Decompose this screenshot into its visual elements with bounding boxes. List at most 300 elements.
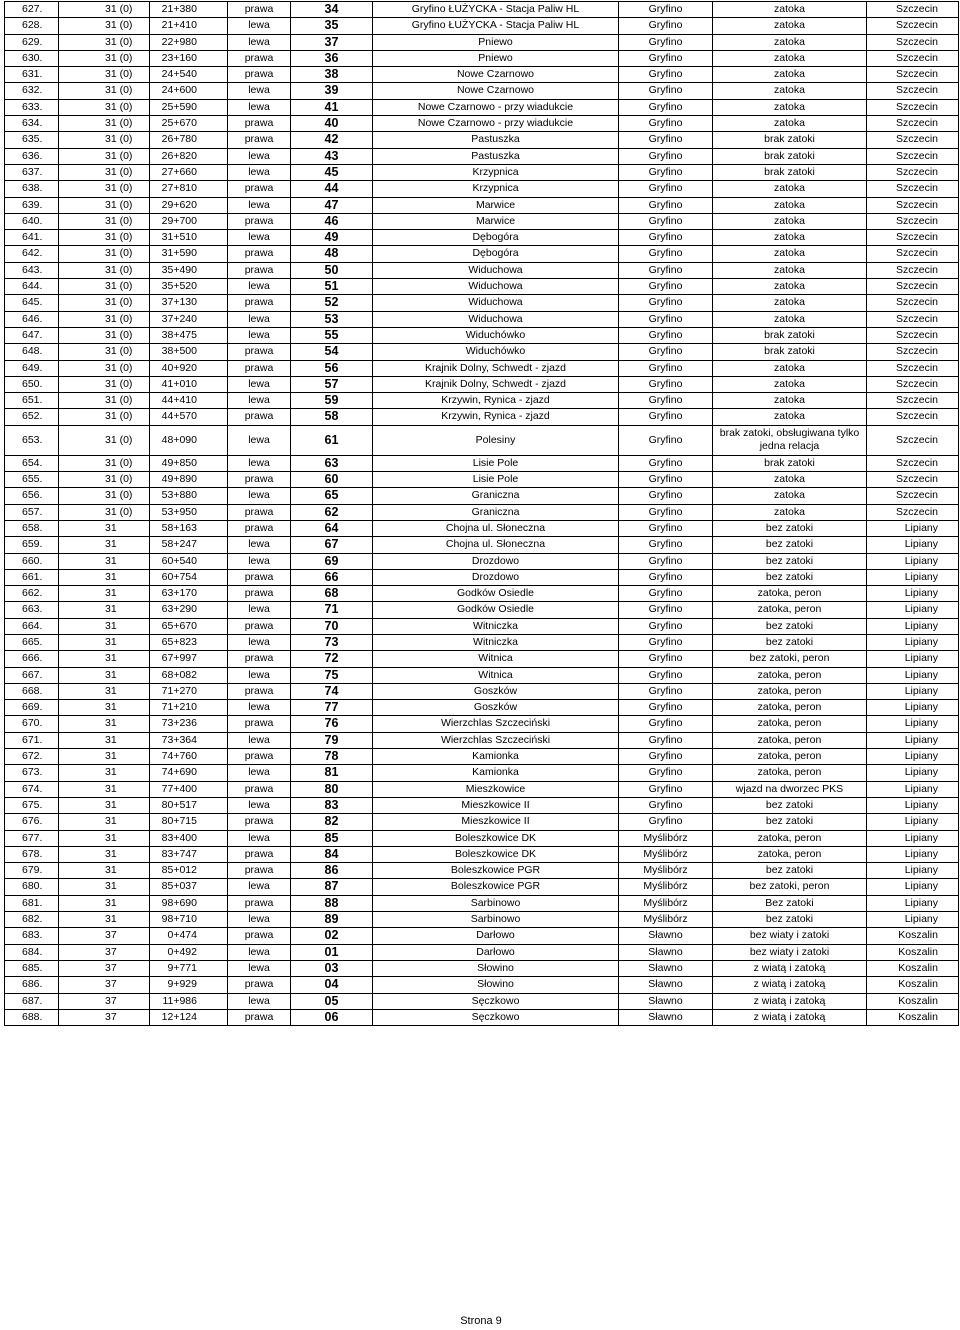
region-cell: Lipiany <box>867 830 959 846</box>
table-row <box>5 912 959 928</box>
commune-cell: Gryfino <box>619 781 713 797</box>
road-number-cell: 31 (0) <box>59 148 150 164</box>
stop-type-cell: zatoka <box>713 18 867 34</box>
row-number-cell: 635. <box>5 132 59 148</box>
table-row <box>5 197 959 213</box>
stop-type-cell: z wiatą i zatoką <box>713 960 867 976</box>
stop-number-cell: 79 <box>291 732 373 748</box>
row-number-cell: 654. <box>5 455 59 471</box>
table-row <box>5 700 959 716</box>
row-number-cell: 678. <box>5 846 59 862</box>
stop-type-cell: bez zatoki, peron <box>713 879 867 895</box>
stop-type-cell: zatoka, peron <box>713 846 867 862</box>
table-row <box>5 683 959 699</box>
bus-stop-table <box>4 1 959 1026</box>
stop-type-cell: brak zatoki <box>713 327 867 343</box>
road-side-cell: prawa <box>228 409 291 425</box>
commune-cell: Gryfino <box>619 148 713 164</box>
stop-name-cell: Pastuszka <box>373 148 619 164</box>
region-cell: Lipiany <box>867 895 959 911</box>
road-number-cell: 31 (0) <box>59 181 150 197</box>
road-number-cell: 31 (0) <box>59 279 150 295</box>
row-number-cell: 665. <box>5 634 59 650</box>
stop-name-cell: Goszków <box>373 700 619 716</box>
stop-number-cell: 64 <box>291 520 373 536</box>
stop-number-cell: 41 <box>291 99 373 115</box>
stop-type-cell: zatoka <box>713 409 867 425</box>
region-cell: Szczecin <box>867 148 959 164</box>
row-number-cell: 656. <box>5 488 59 504</box>
stop-type-cell: wjazd na dworzec PKS <box>713 781 867 797</box>
road-km-cell: 24+600 <box>150 83 228 99</box>
stop-type-cell: brak zatoki <box>713 164 867 180</box>
region-cell: Szczecin <box>867 83 959 99</box>
commune-cell: Gryfino <box>619 376 713 392</box>
stop-name-cell: Witniczka <box>373 634 619 650</box>
table-row <box>5 50 959 66</box>
stop-name-cell: Gryfino ŁUŻYCKA - Stacja Paliw HL <box>373 18 619 34</box>
road-side-cell: lewa <box>228 376 291 392</box>
commune-cell: Gryfino <box>619 732 713 748</box>
road-number-cell: 31 <box>59 814 150 830</box>
table-row <box>5 409 959 425</box>
stop-name-cell: Gryfino ŁUŻYCKA - Stacja Paliw HL <box>373 2 619 18</box>
commune-cell: Gryfino <box>619 797 713 813</box>
row-number-cell: 657. <box>5 504 59 520</box>
region-cell: Lipiany <box>867 667 959 683</box>
commune-cell: Myślibórz <box>619 895 713 911</box>
row-number-cell: 652. <box>5 409 59 425</box>
road-number-cell: 37 <box>59 960 150 976</box>
road-number-cell: 31 <box>59 912 150 928</box>
stop-type-cell: brak zatoki, obsługiwana tylko jedna relacja <box>713 425 867 455</box>
stop-number-cell: 72 <box>291 651 373 667</box>
road-side-cell: lewa <box>228 197 291 213</box>
stop-name-cell: Widuchówko <box>373 327 619 343</box>
road-side-cell: lewa <box>228 537 291 553</box>
region-cell: Szczecin <box>867 197 959 213</box>
stop-type-cell: zatoka <box>713 311 867 327</box>
row-number-cell: 627. <box>5 2 59 18</box>
road-km-cell: 21+380 <box>150 2 228 18</box>
stop-type-cell: brak zatoki <box>713 132 867 148</box>
region-cell: Koszalin <box>867 993 959 1009</box>
region-cell: Szczecin <box>867 262 959 278</box>
stop-number-cell: 69 <box>291 553 373 569</box>
region-cell: Koszalin <box>867 944 959 960</box>
road-km-cell: 25+670 <box>150 116 228 132</box>
region-cell: Szczecin <box>867 34 959 50</box>
table-row <box>5 455 959 471</box>
table-row <box>5 749 959 765</box>
table-row <box>5 425 959 455</box>
stop-name-cell: Pniewo <box>373 34 619 50</box>
road-side-cell: prawa <box>228 651 291 667</box>
region-cell: Lipiany <box>867 700 959 716</box>
road-side-cell: lewa <box>228 732 291 748</box>
stop-type-cell: zatoka <box>713 34 867 50</box>
road-km-cell: 35+490 <box>150 262 228 278</box>
row-number-cell: 631. <box>5 67 59 83</box>
region-cell: Lipiany <box>867 879 959 895</box>
road-side-cell: prawa <box>228 569 291 585</box>
commune-cell: Gryfino <box>619 716 713 732</box>
commune-cell: Gryfino <box>619 537 713 553</box>
table-row <box>5 376 959 392</box>
stop-number-cell: 37 <box>291 34 373 50</box>
table-row <box>5 83 959 99</box>
stop-type-cell: zatoka <box>713 246 867 262</box>
stop-type-cell: bez zatoki <box>713 569 867 585</box>
stop-type-cell: brak zatoki <box>713 455 867 471</box>
region-cell: Lipiany <box>867 537 959 553</box>
road-km-cell: 83+400 <box>150 830 228 846</box>
stop-type-cell: bez zatoki <box>713 618 867 634</box>
row-number-cell: 671. <box>5 732 59 748</box>
road-side-cell: lewa <box>228 311 291 327</box>
row-number-cell: 649. <box>5 360 59 376</box>
stop-number-cell: 51 <box>291 279 373 295</box>
stop-name-cell: Widuchowa <box>373 311 619 327</box>
stop-name-cell: Krzywin, Rynica - zjazd <box>373 409 619 425</box>
stop-name-cell: Słowino <box>373 960 619 976</box>
region-cell: Szczecin <box>867 18 959 34</box>
stop-name-cell: Widuchowa <box>373 262 619 278</box>
stop-number-cell: 87 <box>291 879 373 895</box>
road-side-cell: prawa <box>228 116 291 132</box>
stop-type-cell: z wiatą i zatoką <box>713 1009 867 1025</box>
stop-name-cell: Graniczna <box>373 504 619 520</box>
road-number-cell: 31 <box>59 863 150 879</box>
bus-stop-table-container <box>4 1 958 1026</box>
commune-cell: Myślibórz <box>619 879 713 895</box>
region-cell: Szczecin <box>867 327 959 343</box>
road-km-cell: 12+124 <box>150 1009 228 1025</box>
commune-cell: Gryfino <box>619 409 713 425</box>
commune-cell: Sławno <box>619 960 713 976</box>
road-side-cell: prawa <box>228 50 291 66</box>
table-row <box>5 488 959 504</box>
road-km-cell: 58+247 <box>150 537 228 553</box>
stop-name-cell: Dębogóra <box>373 246 619 262</box>
road-km-cell: 65+670 <box>150 618 228 634</box>
stop-type-cell: zatoka <box>713 279 867 295</box>
stop-number-cell: 62 <box>291 504 373 520</box>
table-row <box>5 634 959 650</box>
stop-number-cell: 43 <box>291 148 373 164</box>
commune-cell: Gryfino <box>619 164 713 180</box>
stop-type-cell: zatoka, peron <box>713 716 867 732</box>
stop-number-cell: 34 <box>291 2 373 18</box>
commune-cell: Gryfino <box>619 327 713 343</box>
commune-cell: Gryfino <box>619 213 713 229</box>
stop-name-cell: Witnica <box>373 667 619 683</box>
stop-number-cell: 73 <box>291 634 373 650</box>
stop-name-cell: Mieszkowice II <box>373 814 619 830</box>
stop-name-cell: Widuchowa <box>373 295 619 311</box>
road-side-cell: lewa <box>228 602 291 618</box>
commune-cell: Gryfino <box>619 2 713 18</box>
region-cell: Lipiany <box>867 602 959 618</box>
stop-name-cell: Wierzchlas Szczeciński <box>373 732 619 748</box>
stop-name-cell: Nowe Czarnowo - przy wiadukcie <box>373 99 619 115</box>
table-row <box>5 279 959 295</box>
table-row <box>5 67 959 83</box>
road-km-cell: 9+929 <box>150 977 228 993</box>
road-number-cell: 31 <box>59 797 150 813</box>
row-number-cell: 632. <box>5 83 59 99</box>
region-cell: Szczecin <box>867 230 959 246</box>
region-cell: Koszalin <box>867 1009 959 1025</box>
stop-type-cell: zatoka <box>713 230 867 246</box>
stop-type-cell: zatoka, peron <box>713 700 867 716</box>
road-number-cell: 31 <box>59 830 150 846</box>
road-number-cell: 31 (0) <box>59 50 150 66</box>
stop-type-cell: zatoka, peron <box>713 830 867 846</box>
road-km-cell: 49+850 <box>150 455 228 471</box>
region-cell: Szczecin <box>867 164 959 180</box>
region-cell: Szczecin <box>867 409 959 425</box>
road-number-cell: 31 (0) <box>59 327 150 343</box>
region-cell: Lipiany <box>867 683 959 699</box>
stop-name-cell: Lisie Pole <box>373 472 619 488</box>
stop-type-cell: zatoka <box>713 360 867 376</box>
commune-cell: Myślibórz <box>619 846 713 862</box>
region-cell: Szczecin <box>867 311 959 327</box>
stop-number-cell: 05 <box>291 993 373 1009</box>
row-number-cell: 643. <box>5 262 59 278</box>
stop-number-cell: 55 <box>291 327 373 343</box>
stop-number-cell: 48 <box>291 246 373 262</box>
stop-name-cell: Krajnik Dolny, Schwedt - zjazd <box>373 360 619 376</box>
row-number-cell: 655. <box>5 472 59 488</box>
road-side-cell: prawa <box>228 246 291 262</box>
row-number-cell: 653. <box>5 425 59 455</box>
table-row <box>5 34 959 50</box>
region-cell: Lipiany <box>867 863 959 879</box>
commune-cell: Gryfino <box>619 197 713 213</box>
road-km-cell: 65+823 <box>150 634 228 650</box>
stop-number-cell: 83 <box>291 797 373 813</box>
commune-cell: Myślibórz <box>619 830 713 846</box>
table-row <box>5 327 959 343</box>
row-number-cell: 633. <box>5 99 59 115</box>
road-number-cell: 31 <box>59 602 150 618</box>
road-km-cell: 63+170 <box>150 586 228 602</box>
road-km-cell: 27+810 <box>150 181 228 197</box>
commune-cell: Myślibórz <box>619 863 713 879</box>
stop-type-cell: bez zatoki <box>713 912 867 928</box>
table-row <box>5 569 959 585</box>
row-number-cell: 667. <box>5 667 59 683</box>
stop-type-cell: zatoka <box>713 181 867 197</box>
row-number-cell: 663. <box>5 602 59 618</box>
region-cell: Szczecin <box>867 376 959 392</box>
commune-cell: Gryfino <box>619 311 713 327</box>
road-number-cell: 37 <box>59 993 150 1009</box>
road-side-cell: prawa <box>228 863 291 879</box>
road-number-cell: 31 <box>59 683 150 699</box>
stop-name-cell: Darłowo <box>373 928 619 944</box>
table-row <box>5 116 959 132</box>
road-km-cell: 41+010 <box>150 376 228 392</box>
row-number-cell: 645. <box>5 295 59 311</box>
table-row <box>5 846 959 862</box>
stop-number-cell: 84 <box>291 846 373 862</box>
table-row <box>5 716 959 732</box>
road-number-cell: 31 (0) <box>59 34 150 50</box>
road-side-cell: lewa <box>228 912 291 928</box>
road-number-cell: 31 <box>59 765 150 781</box>
row-number-cell: 680. <box>5 879 59 895</box>
road-side-cell: lewa <box>228 83 291 99</box>
road-number-cell: 31 (0) <box>59 295 150 311</box>
commune-cell: Gryfino <box>619 602 713 618</box>
stop-number-cell: 40 <box>291 116 373 132</box>
road-km-cell: 11+986 <box>150 993 228 1009</box>
road-km-cell: 29+700 <box>150 213 228 229</box>
commune-cell: Gryfino <box>619 230 713 246</box>
commune-cell: Gryfino <box>619 18 713 34</box>
table-row <box>5 651 959 667</box>
row-number-cell: 651. <box>5 393 59 409</box>
commune-cell: Gryfino <box>619 814 713 830</box>
road-side-cell: prawa <box>228 846 291 862</box>
stop-type-cell: bez zatoki <box>713 863 867 879</box>
table-row <box>5 213 959 229</box>
stop-number-cell: 82 <box>291 814 373 830</box>
road-km-cell: 49+890 <box>150 472 228 488</box>
road-number-cell: 31 <box>59 879 150 895</box>
stop-name-cell: Widuchówko <box>373 344 619 360</box>
road-km-cell: 67+997 <box>150 651 228 667</box>
road-side-cell: prawa <box>228 1009 291 1025</box>
road-side-cell: lewa <box>228 425 291 455</box>
road-number-cell: 31 (0) <box>59 393 150 409</box>
road-side-cell: lewa <box>228 148 291 164</box>
stop-number-cell: 86 <box>291 863 373 879</box>
road-number-cell: 31 <box>59 520 150 536</box>
road-side-cell: prawa <box>228 295 291 311</box>
table-row <box>5 344 959 360</box>
commune-cell: Sławno <box>619 944 713 960</box>
stop-name-cell: Darłowo <box>373 944 619 960</box>
stop-number-cell: 35 <box>291 18 373 34</box>
row-number-cell: 650. <box>5 376 59 392</box>
stop-name-cell: Dębogóra <box>373 230 619 246</box>
stop-number-cell: 49 <box>291 230 373 246</box>
stop-name-cell: Witniczka <box>373 618 619 634</box>
region-cell: Szczecin <box>867 99 959 115</box>
stop-type-cell: zatoka <box>713 213 867 229</box>
stop-name-cell: Boleszkowice DK <box>373 830 619 846</box>
road-side-cell: lewa <box>228 700 291 716</box>
commune-cell: Gryfino <box>619 749 713 765</box>
table-row <box>5 360 959 376</box>
road-number-cell: 31 (0) <box>59 246 150 262</box>
stop-number-cell: 74 <box>291 683 373 699</box>
road-number-cell: 31 (0) <box>59 472 150 488</box>
table-row <box>5 230 959 246</box>
stop-number-cell: 56 <box>291 360 373 376</box>
stop-number-cell: 66 <box>291 569 373 585</box>
road-km-cell: 71+210 <box>150 700 228 716</box>
row-number-cell: 682. <box>5 912 59 928</box>
commune-cell: Gryfino <box>619 181 713 197</box>
road-km-cell: 74+760 <box>150 749 228 765</box>
stop-type-cell: zatoka <box>713 472 867 488</box>
stop-type-cell: zatoka <box>713 2 867 18</box>
table-row <box>5 895 959 911</box>
commune-cell: Gryfino <box>619 504 713 520</box>
road-km-cell: 80+715 <box>150 814 228 830</box>
region-cell: Szczecin <box>867 393 959 409</box>
road-number-cell: 31 (0) <box>59 311 150 327</box>
commune-cell: Gryfino <box>619 34 713 50</box>
stop-name-cell: Pniewo <box>373 50 619 66</box>
stop-number-cell: 75 <box>291 667 373 683</box>
stop-type-cell: zatoka <box>713 99 867 115</box>
row-number-cell: 666. <box>5 651 59 667</box>
road-km-cell: 38+475 <box>150 327 228 343</box>
stop-name-cell: Mieszkowice <box>373 781 619 797</box>
road-km-cell: 68+082 <box>150 667 228 683</box>
commune-cell: Sławno <box>619 928 713 944</box>
road-number-cell: 31 <box>59 651 150 667</box>
region-cell: Szczecin <box>867 246 959 262</box>
table-row <box>5 732 959 748</box>
table-row <box>5 504 959 520</box>
table-row <box>5 295 959 311</box>
region-cell: Lipiany <box>867 634 959 650</box>
table-row <box>5 262 959 278</box>
road-km-cell: 73+364 <box>150 732 228 748</box>
stop-name-cell: Sarbinowo <box>373 895 619 911</box>
road-number-cell: 31 <box>59 716 150 732</box>
road-number-cell: 31 <box>59 700 150 716</box>
table-row <box>5 164 959 180</box>
road-number-cell: 31 (0) <box>59 376 150 392</box>
stop-type-cell: zatoka, peron <box>713 765 867 781</box>
region-cell: Szczecin <box>867 2 959 18</box>
road-number-cell: 31 <box>59 634 150 650</box>
stop-type-cell: zatoka, peron <box>713 732 867 748</box>
road-km-cell: 85+037 <box>150 879 228 895</box>
stop-number-cell: 50 <box>291 262 373 278</box>
stop-name-cell: Nowe Czarnowo - przy wiadukcie <box>373 116 619 132</box>
stop-number-cell: 38 <box>291 67 373 83</box>
stop-number-cell: 03 <box>291 960 373 976</box>
table-row <box>5 928 959 944</box>
region-cell: Lipiany <box>867 912 959 928</box>
road-number-cell: 31 (0) <box>59 360 150 376</box>
table-row <box>5 472 959 488</box>
region-cell: Lipiany <box>867 846 959 862</box>
commune-cell: Gryfino <box>619 618 713 634</box>
stop-type-cell: zatoka <box>713 504 867 520</box>
road-km-cell: 0+492 <box>150 944 228 960</box>
road-km-cell: 38+500 <box>150 344 228 360</box>
road-number-cell: 37 <box>59 944 150 960</box>
table-row <box>5 520 959 536</box>
table-row <box>5 960 959 976</box>
region-cell: Szczecin <box>867 132 959 148</box>
commune-cell: Gryfino <box>619 472 713 488</box>
table-row <box>5 99 959 115</box>
row-number-cell: 660. <box>5 553 59 569</box>
road-number-cell: 31 (0) <box>59 164 150 180</box>
commune-cell: Gryfino <box>619 651 713 667</box>
